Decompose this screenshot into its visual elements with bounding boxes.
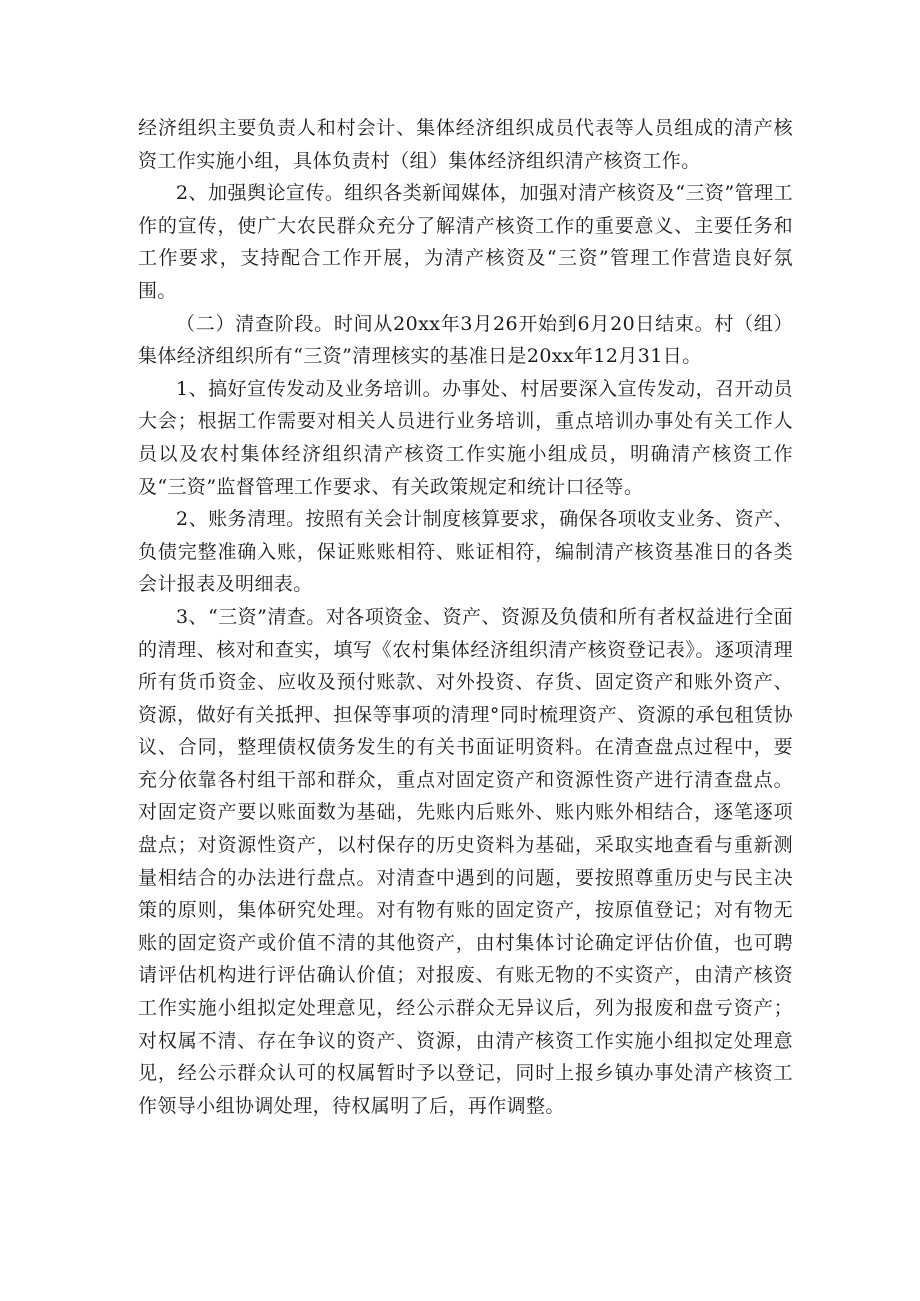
document-body	[138, 112, 793, 1122]
paragraph-continuation: 经济组织主要负责人和村会计、集体经济组织成员代表等人员组成的清产核资工作实施小组，具体负责村（组）集体经济组织清产核资工作。	[138, 117, 793, 172]
paragraph-account-cleanup: 2、账务清理。按照有关会计制度核算要求，确保各项收支业务、资产、负债完整准确入账，保证账账相符、账证相符，编制清产核资基准日的各类会计报表及明细表。	[138, 508, 793, 596]
paragraph-publicity: 2、加强舆论宣传。组织各类新闻媒体，加强对清产核资及“三资”管理工作的宣传，使广大农民群众充分了解清产核资工作的重要意义、主要任务和工作要求，支持配合工作开展，为清产核资及“三资”管理工作营造良好氛围。	[138, 182, 793, 302]
paragraph-training: 1、搞好宣传发动及业务培训。办事处、村居要深入宣传发动，召开动员大会；根据工作需要对相关人员进行业务培训，重点培训办事处有关工作人员以及农村集体经济组织清产核资工作实施小组成员，明确清产核资工作及“三资”监督管理工作要求、有关政策规定和统计口径等。	[138, 377, 793, 498]
paragraph-three-assets-check: 3、“三资”清查。对各项资金、资产、资源及负债和所有者权益进行全面的清理、核对和查实，填写《农村集体经济组织清产核资登记表》。逐项清理所有货币资金、应收及预付账款、对外投资、存货、固定资产和账外资产、资源，做好有关抵押、担保等事项的清理°同时梳理资产、资源的承包租赁协议、合同，整理债权债务发生的有关书面证明资料。在清查盘点过程中，要充分依靠各村组干部和群众，重点对固定资产和资源性资产进行清查盘点。对固定资产要以账面数为基础，先账内后账外、账内账外相结合，逐笔逐项盘点；对资源性资产，以村保存的历史资料为基础，采取实地查看与重新测量相结合的办法进行盘点。对清查中遇到的问题，要按照尊重历史与民主决策的原则，集体研究处理。对有物有账的固定资产，按原值登记；对有物无账的固定资产或价值不清的其他资产，由村集体讨论确定评估价值，也可聘请评估机构进行评估确认价值；对报废、有账无物的不实资产，由清产核资工作实施小组拟定处理意见，经公示群众无异议后，列为报废和盘亏资产；对权属不清、存在争议的资产、资源，由清产核资工作实施小组拟定处理意见，经公示群众认可的权属暂时予以登记，同时上报乡镇办事处清产核资工作领导小组协调处理，待权属明了后，再作调整。	[138, 605, 793, 1117]
paragraph-inventory-stage: （二）清查阶段。时间从20xx年3月26开始到6月20日结束。村（组）集体经济组织所有“三资”清理核实的基准日是20xx年12月31日。	[138, 312, 793, 368]
